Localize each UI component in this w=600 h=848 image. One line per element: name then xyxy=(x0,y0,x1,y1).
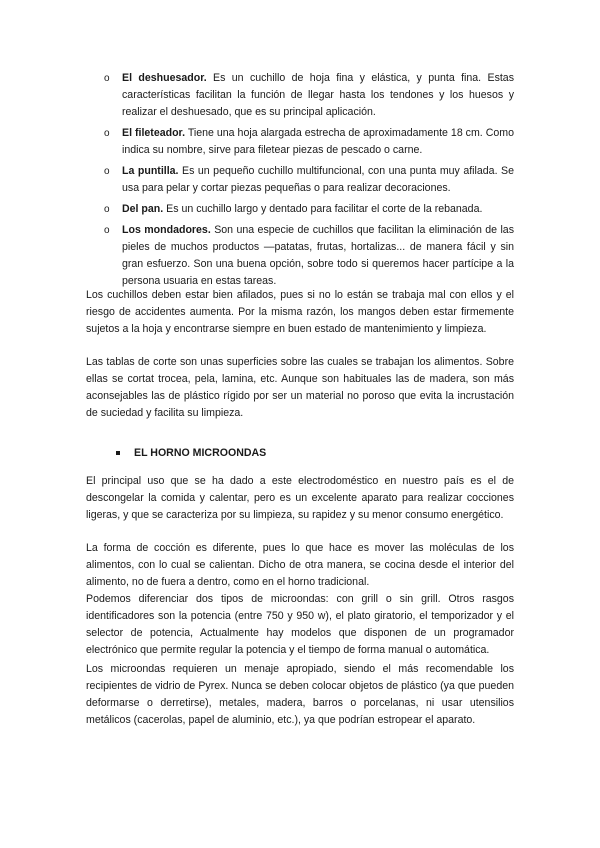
list-item xyxy=(86,163,514,197)
list-item-term: Los mondadores. xyxy=(122,224,211,236)
list-item-term: El fileteador. xyxy=(122,127,186,139)
list-item-text: Es un cuchillo largo y dentado para facilitar el corte de la rebanada. xyxy=(163,203,483,215)
bullet-icon: o xyxy=(104,128,110,139)
list-item-text: Son una especie de cuchillos que facilitan la eliminación de las pieles de muchos productos —patatas, frutas, hortalizas... de manera fácil y sin gran esfuerzo. Son una buena opción, sobre todo si queremos hacer partícipe a la persona usuaria en estas tareas. xyxy=(122,224,514,287)
paragraph-cutting-boards: Las tablas de corte son unas superficies sobre las cuales se trabajan los alimentos. Sobre ellas se cortat trocea, pela, lamina, etc. Aunque son habituales las de madera, son más aconsejables las de plástico rígido por ser un material no poroso que evita la incrustación de suciedad y facilita su limpieza. xyxy=(86,356,514,419)
list-item-term: Del pan. xyxy=(122,203,164,215)
bullet-icon: o xyxy=(104,204,110,215)
paragraph-microwave-cookware: Los microondas requieren un menaje apropiado, siendo el más recomendable los recipientes de vidrio de Pyrex. Nunca se deben colocar objetos de plástico (ya que pueden deformarse o derretirse), metales, madera, barros o porcelanas, ni usar utensilios metálicos (cacerolas, papel de aluminio, etc.), ya que podrían estropear el aparato. xyxy=(86,663,514,726)
list-item xyxy=(86,70,514,121)
list-item-text: Tiene una hoja alargada estrecha de aproximadamente 18 cm. Como indica su nombre, sirve para filetear piezas de pescado o carne. xyxy=(122,127,514,156)
list-item xyxy=(86,125,514,159)
list-item-term: La puntilla. xyxy=(122,165,179,177)
document-page: o El deshuesador. Es un cuchillo de hoja fina y elástica, y punta fina. Estas características facilitan la función de llegar hasta los tendones y los huesos y realizar el deshuesado, que es su principal aplicación. o El fileteador. Tiene una hoja alargada estrecha de aproximadamente 18 cm. Como indica su nombre, sirve para filetear piezas de pescado o carne. o La puntilla. Es un pequeño cuchillo multifuncional, con una punta muy afilada. Se usa para pelar y cortar piezas pequeñas o para realizar decoraciones. o Del pan. Es un cuchillo largo y dentado para facilitar el corte de la rebanada. o Los mondadores. Son una especie de cuchillos que facilitan la eliminación de las pieles de muchos productos —patatas, frutas, hortalizas... de manera fácil y sin gran esfuerzo. Son una buena opción, sobre todo si queremos hacer partícipe a la persona usuaria en estas tareas. Los cuchillos deben estar bien afilados, pues si no lo están se trabaja mal con ellos y el riesgo de accidentes aumenta. Por la misma razón, los mangos deben estar firmemente sujetos a la hoja y encontrarse siempre en buen estado de mantenimiento y limpieza. Las tablas de corte son unas superficies sobre las cuales se trabajan los alimentos. Sobre ellas se cortat trocea, pela, lamina, etc. Aunque son habituales las de madera, son más aconsejables las de plástico rígido por ser un material no poroso que evita la incrustación de suciedad y facilita su limpieza. EL HORNO MICROONDAS El principal uso que se ha dado a este electrodoméstico en nuestro país es el de descongelar la comida y calentar, pero es un excelente aparato para realizar cocciones ligeras, y que se caracteriza por su limpieza, su rapidez y su menor consumo energético. La forma de cocción es diferente, pues lo que hace es mover las moléculas de los alimentos, con lo cual se calientan. Dicho de otra manera, se cocina desde el interior del alimento, no de fuera a dentro, como en el horno tradicional. Podemos diferenciar dos tipos de microondas: con grill o sin grill. Otros rasgos identificadores son la potencia (entre 750 y 950 w), el plato giratorio, el temporizador y el selector de potencia, Actualmente hay modelos que disponen de un programador electrónico que permite regular la potencia y el tiempo de forma manual o automática. Los microondas requieren un menaje apropiado, siendo el más recomendable los recipientes de vidrio de Pyrex. Nunca se deben colocar objetos de plástico (ya que pueden deformarse o derretirse), metales, madera, barros o porcelanas, ni usar utensilios metálicos (cacerolas, papel de aluminio, etc.), ya que podrían estropear el aparato. xyxy=(0,0,600,848)
list-item-text: Es un pequeño cuchillo multifuncional, con una punta muy afilada. Se usa para pelar y cortar piezas pequeñas o para realizar decoraciones. xyxy=(122,165,514,194)
paragraph-microwave-types: Podemos diferenciar dos tipos de microondas: con grill o sin grill. Otros rasgos identificadores son la potencia (entre 750 y 950 w), el plato giratorio, el temporizador y el selector de potencia, Actualmente hay modelos que disponen de un programador electrónico que permite regular la potencia y el tiempo de forma manual o automática. xyxy=(86,593,514,656)
knife-types-list xyxy=(86,70,514,294)
paragraph-cooking-method: La forma de cocción es diferente, pues lo que hace es mover las moléculas de los alimentos, con lo cual se calientan. Dicho de otra manera, se cocina desde el interior del alimento, no de fuera a dentro, como en el horno tradicional. xyxy=(86,542,514,588)
bullet-icon: o xyxy=(104,225,110,236)
square-bullet-icon xyxy=(116,451,120,455)
bullet-icon: o xyxy=(104,73,110,84)
bullet-icon: o xyxy=(104,166,110,177)
paragraph-knives-sharpening: Los cuchillos deben estar bien afilados, pues si no lo están se trabaja mal con ellos y el riesgo de accidentes aumenta. Por la misma razón, los mangos deben estar firmemente sujetos a la hoja y encontrarse siempre en buen estado de mantenimiento y limpieza. xyxy=(86,289,514,335)
list-item-term: El deshuesador. xyxy=(122,72,207,84)
paragraph-microwave-use: El principal uso que se ha dado a este electrodoméstico en nuestro país es el de descongelar la comida y calentar, pero es un excelente aparato para realizar cocciones ligeras, y que se caracteriza por su limpieza, su rapidez y su menor consumo energético. xyxy=(86,475,514,521)
list-item xyxy=(86,222,514,290)
list-item-text: Es un cuchillo de hoja fina y elástica, y punta fina. Estas características facilitan la función de llegar hasta los tendones y los huesos y realizar el deshuesado, que es su principal aplicación. xyxy=(122,72,514,118)
list-item xyxy=(86,201,514,218)
